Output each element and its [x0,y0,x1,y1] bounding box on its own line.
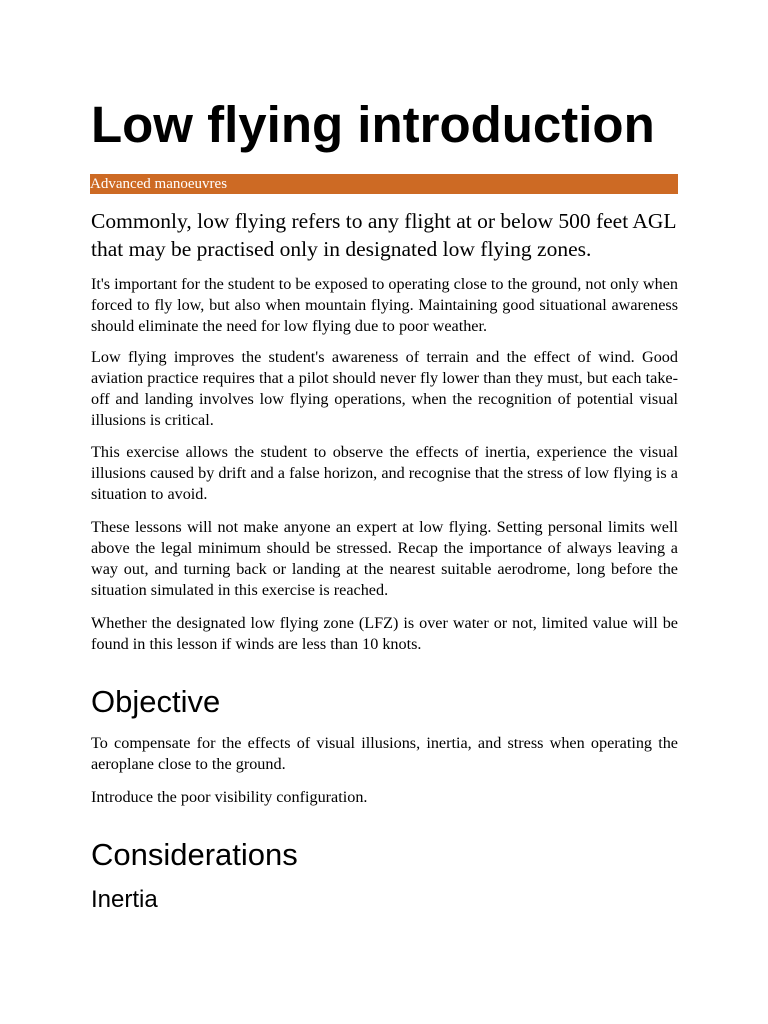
page-title: Low flying introduction [91,96,655,153]
inertia-subheading: Inertia [91,886,158,913]
objective-paragraph-2: Introduce the poor visibility configuration. [91,788,368,806]
intro-paragraph-2: Low flying improves the student's awareness of terrain and the effect of wind. Good aviation practice requires that a pilot should never fly lower than they must, but each take-off and landing involves low flying operations, when the recognition of potential visual illusions is critical. [91,348,678,429]
intro-paragraph-5: Whether the designated low flying zone (LFZ) is over water or not, limited value will be found in this lesson if winds are less than 10 knots. [91,614,678,653]
considerations-heading: Considerations [91,837,298,872]
intro-paragraph-1: It's important for the student to be exposed to operating close to the ground, not only when forced to fly low, but also when mountain flying. Maintaining good situational awareness should eliminate the need for low flying due to poor weather. [91,275,678,335]
lead-paragraph: Commonly, low flying refers to any flight at or below 500 feet AGL that may be practised only in designated low flying zones. [91,209,676,261]
category-banner: Advanced manoeuvres [90,174,678,194]
intro-paragraph-4: These lessons will not make anyone an expert at low flying. Setting personal limits well above the legal minimum should be stressed. Recap the importance of always leaving a way out, and turning back or landing at the nearest suitable aerodrome, long before the situation simulated in this exercise is reached. [91,518,678,599]
objective-heading: Objective [91,684,221,719]
intro-paragraph-3: This exercise allows the student to observe the effects of inertia, experience the visual illusions caused by drift and a false horizon, and recognise that the stress of low flying is a situation to avoid. [91,443,678,503]
objective-paragraph-1: To compensate for the effects of visual illusions, inertia, and stress when operating the aeroplane close to the ground. [91,734,678,773]
